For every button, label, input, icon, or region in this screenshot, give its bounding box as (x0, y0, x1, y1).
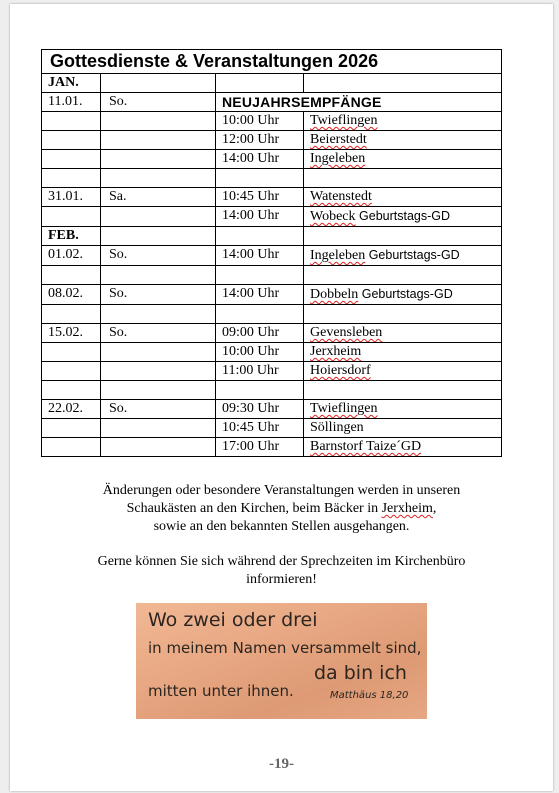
date-cell: 31.01. (42, 188, 101, 207)
schedule-row (42, 227, 502, 246)
location-name: Beierstedt (310, 132, 367, 147)
location-cell (304, 227, 502, 246)
day-cell: So. (101, 246, 216, 266)
notice-paragraph (10, 482, 553, 536)
location-name: Ingeleben (310, 151, 366, 166)
schedule-title: Gottesdienste & Veranstaltungen 2026 (42, 50, 502, 74)
event-note: Geburtstags-GD (359, 209, 451, 223)
location-cell (304, 150, 502, 169)
location-cell (304, 207, 502, 227)
day-cell: So. (101, 285, 216, 305)
date-cell (42, 266, 101, 285)
schedule-row (42, 131, 502, 150)
date-cell (42, 419, 101, 438)
schedule-row (42, 285, 502, 305)
date-cell: 15.02. (42, 324, 101, 343)
location-name: Twieflingen (310, 401, 378, 416)
date-cell (42, 362, 101, 381)
date-cell (42, 131, 101, 150)
location-cell (304, 400, 502, 419)
day-cell: So. (101, 400, 216, 419)
time-cell (216, 266, 304, 285)
schedule-row (42, 169, 502, 188)
day-cell: Sa. (101, 188, 216, 207)
schedule-row (42, 74, 502, 93)
schedule-row (42, 266, 502, 285)
date-cell (42, 150, 101, 169)
time-cell (216, 305, 304, 324)
time-cell: 12:00 Uhr (216, 131, 304, 150)
notice-line-2: Schaukästen an den Kirchen, beim Bäcker in Jerxheim, (126, 501, 437, 516)
day-cell: So. (101, 93, 216, 112)
day-cell (101, 343, 216, 362)
time-cell: 14:00 Uhr (216, 150, 304, 169)
time-cell: 17:00 Uhr (216, 438, 304, 457)
date-cell (42, 112, 101, 131)
schedule-row (42, 381, 502, 400)
title-row (42, 50, 502, 74)
location-cell (304, 169, 502, 188)
location-name: Watenstedt (310, 189, 372, 204)
day-cell (101, 266, 216, 285)
schedule-row (42, 305, 502, 324)
schedule-row (42, 324, 502, 343)
location-cell (304, 131, 502, 150)
day-cell (101, 74, 216, 93)
month-label: JAN. (42, 74, 101, 93)
date-cell: 08.02. (42, 285, 101, 305)
notice-line-3: sowie an den bekannten Stellen ausgehangen. (153, 519, 410, 534)
day-cell (101, 207, 216, 227)
location-cell (304, 419, 502, 438)
verse-line-3: da bin ich (314, 662, 407, 684)
location-cell (304, 112, 502, 131)
location-cell (304, 246, 502, 266)
time-cell (216, 227, 304, 246)
schedule-table (41, 49, 502, 457)
office-line-1: Gerne können Sie sich während der Sprechzeiten im Kirchenbüro (97, 554, 466, 569)
location-cell (304, 324, 502, 343)
day-cell (101, 112, 216, 131)
schedule-row (42, 188, 502, 207)
location-name: Hoiersdorf (310, 363, 371, 378)
date-cell (42, 381, 101, 400)
location-cell (304, 381, 502, 400)
day-cell (101, 381, 216, 400)
day-cell (101, 419, 216, 438)
location-name: Barnstorf Taize´GD (310, 439, 422, 454)
day-cell: So. (101, 324, 216, 343)
office-paragraph (10, 553, 553, 589)
location-cell (304, 74, 502, 93)
day-cell (101, 150, 216, 169)
location-cell (304, 305, 502, 324)
schedule-row (42, 112, 502, 131)
location-cell (304, 362, 502, 381)
location-name: Ingeleben (310, 248, 366, 263)
location-name: Wobeck (310, 209, 356, 224)
date-cell: 11.01. (42, 93, 101, 112)
office-line-2: informieren! (246, 572, 317, 587)
time-cell: 09:00 Uhr (216, 324, 304, 343)
time-cell: 10:00 Uhr (216, 343, 304, 362)
location-cell (304, 343, 502, 362)
day-cell (101, 169, 216, 188)
schedule-row (42, 207, 502, 227)
time-cell (216, 381, 304, 400)
location-cell (304, 188, 502, 207)
date-cell (42, 169, 101, 188)
section-heading: NEUJAHRSEMPFÄNGE (216, 93, 502, 112)
date-cell (42, 305, 101, 324)
schedule-row (42, 246, 502, 266)
schedule-row (42, 343, 502, 362)
time-cell: 14:00 Uhr (216, 285, 304, 305)
location-cell (304, 285, 502, 305)
verse-line-1: Wo zwei oder drei (148, 609, 318, 631)
verse-reference: Matthäus 18,20 (330, 690, 409, 701)
time-cell: 11:00 Uhr (216, 362, 304, 381)
bible-verse-plaque (136, 603, 427, 719)
location-cell (304, 266, 502, 285)
day-cell (101, 362, 216, 381)
time-cell: 10:45 Uhr (216, 188, 304, 207)
time-cell (216, 169, 304, 188)
location-name: Gevensleben (310, 325, 383, 340)
schedule-row (42, 362, 502, 381)
day-cell (101, 305, 216, 324)
date-cell: 22.02. (42, 400, 101, 419)
schedule-row (42, 400, 502, 419)
time-cell: 10:45 Uhr (216, 419, 304, 438)
time-cell (216, 74, 304, 93)
schedule-row (42, 150, 502, 169)
location-name: Jerxheim (310, 344, 362, 359)
verse-line-4: mitten unter ihnen. (148, 682, 294, 700)
time-cell: 10:00 Uhr (216, 112, 304, 131)
schedule-row (42, 419, 502, 438)
document-page (10, 4, 553, 791)
day-cell (101, 438, 216, 457)
page-number: -19- (269, 756, 294, 772)
location-name: Dobbeln (310, 287, 359, 302)
location-cell (304, 438, 502, 457)
notice-line-1: Änderungen oder besondere Veranstaltungen werden in unseren (102, 483, 461, 498)
event-note: Geburtstags-GD (368, 248, 460, 262)
day-cell (101, 227, 216, 246)
month-label: FEB. (42, 227, 101, 246)
day-cell (101, 131, 216, 150)
location-name: Twieflingen (310, 113, 378, 128)
event-note: Geburtstags-GD (361, 287, 453, 301)
date-cell: 01.02. (42, 246, 101, 266)
date-cell (42, 438, 101, 457)
time-cell: 14:00 Uhr (216, 207, 304, 227)
date-cell (42, 343, 101, 362)
schedule-row (42, 93, 502, 112)
verse-line-2: in meinem Namen versammelt sind, (148, 639, 422, 657)
time-cell: 14:00 Uhr (216, 246, 304, 266)
date-cell (42, 207, 101, 227)
time-cell: 09:30 Uhr (216, 400, 304, 419)
schedule-row (42, 438, 502, 457)
location-name: Söllingen (310, 420, 364, 435)
